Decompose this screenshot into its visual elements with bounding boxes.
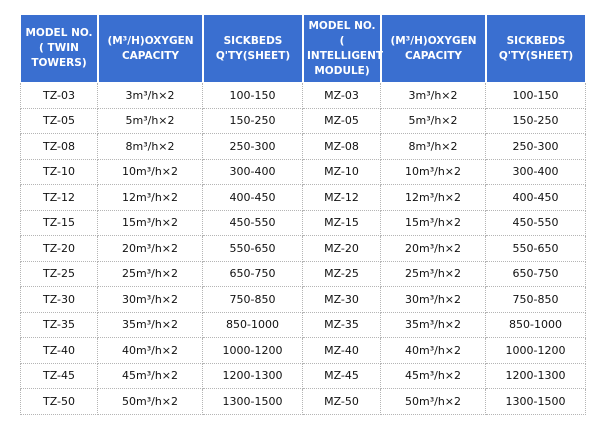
capacity-module-cell: 35m³/h×2 (381, 313, 486, 339)
table-row (20, 83, 586, 109)
model-twin-cell: TZ-20 (20, 236, 98, 262)
capacity-twin-cell: 5m³/h×2 (98, 109, 203, 135)
model-module-cell: MZ-10 (303, 160, 381, 186)
model-twin-cell: TZ-35 (20, 313, 98, 339)
model-twin-cell: TZ-03 (20, 83, 98, 109)
capacity-twin-cell: 35m³/h×2 (98, 313, 203, 339)
table-row (20, 313, 586, 339)
table-body (20, 83, 586, 415)
header-row (20, 14, 586, 83)
table-row (20, 160, 586, 186)
sickbeds-module-cell: 850-1000 (486, 313, 586, 339)
model-twin-cell: TZ-10 (20, 160, 98, 186)
sickbeds-module-cell: 150-250 (486, 109, 586, 135)
sickbeds-twin-cell: 300-400 (203, 160, 303, 186)
model-twin-cell: TZ-40 (20, 338, 98, 364)
model-twin-cell: TZ-12 (20, 185, 98, 211)
sickbeds-twin-cell: 650-750 (203, 262, 303, 288)
sickbeds-module-cell: 250-300 (486, 134, 586, 160)
header-oxygen-capacity-module: (M³/H)OXYGEN CAPACITY (381, 14, 486, 83)
header-oxygen-capacity-twin: (M³/H)OXYGEN CAPACITY (98, 14, 203, 83)
capacity-twin-cell: 15m³/h×2 (98, 211, 203, 237)
table-row (20, 236, 586, 262)
model-twin-cell: TZ-25 (20, 262, 98, 288)
header-model-twin-towers: MODEL NO. ( TWIN TOWERS) (20, 14, 98, 83)
capacity-module-cell: 30m³/h×2 (381, 287, 486, 313)
table-row (20, 338, 586, 364)
sickbeds-twin-cell: 1200-1300 (203, 364, 303, 390)
capacity-module-cell: 45m³/h×2 (381, 364, 486, 390)
model-twin-cell: TZ-45 (20, 364, 98, 390)
sickbeds-module-cell: 750-850 (486, 287, 586, 313)
model-module-cell: MZ-25 (303, 262, 381, 288)
sickbeds-twin-cell: 850-1000 (203, 313, 303, 339)
sickbeds-module-cell: 1200-1300 (486, 364, 586, 390)
capacity-module-cell: 40m³/h×2 (381, 338, 486, 364)
model-module-cell: MZ-50 (303, 389, 381, 415)
capacity-twin-cell: 40m³/h×2 (98, 338, 203, 364)
sickbeds-twin-cell: 450-550 (203, 211, 303, 237)
capacity-module-cell: 12m³/h×2 (381, 185, 486, 211)
capacity-twin-cell: 50m³/h×2 (98, 389, 203, 415)
spec-table (20, 14, 586, 415)
model-twin-cell: TZ-05 (20, 109, 98, 135)
sickbeds-module-cell: 400-450 (486, 185, 586, 211)
model-twin-cell: TZ-50 (20, 389, 98, 415)
model-module-cell: MZ-45 (303, 364, 381, 390)
model-module-cell: MZ-40 (303, 338, 381, 364)
model-module-cell: MZ-12 (303, 185, 381, 211)
header-sickbeds-twin: SICKBEDS Q'TY(SHEET) (203, 14, 303, 83)
sickbeds-twin-cell: 400-450 (203, 185, 303, 211)
sickbeds-twin-cell: 250-300 (203, 134, 303, 160)
capacity-twin-cell: 10m³/h×2 (98, 160, 203, 186)
sickbeds-module-cell: 1000-1200 (486, 338, 586, 364)
capacity-twin-cell: 3m³/h×2 (98, 83, 203, 109)
table-row (20, 211, 586, 237)
model-twin-cell: TZ-15 (20, 211, 98, 237)
capacity-module-cell: 20m³/h×2 (381, 236, 486, 262)
model-module-cell: MZ-30 (303, 287, 381, 313)
capacity-twin-cell: 20m³/h×2 (98, 236, 203, 262)
sickbeds-module-cell: 300-400 (486, 160, 586, 186)
table-row (20, 109, 586, 135)
model-module-cell: MZ-15 (303, 211, 381, 237)
capacity-twin-cell: 30m³/h×2 (98, 287, 203, 313)
header-sickbeds-module: SICKBEDS Q'TY(SHEET) (486, 14, 586, 83)
table-row (20, 389, 586, 415)
model-module-cell: MZ-03 (303, 83, 381, 109)
capacity-module-cell: 25m³/h×2 (381, 262, 486, 288)
model-module-cell: MZ-35 (303, 313, 381, 339)
capacity-module-cell: 3m³/h×2 (381, 83, 486, 109)
sickbeds-twin-cell: 100-150 (203, 83, 303, 109)
capacity-module-cell: 15m³/h×2 (381, 211, 486, 237)
sickbeds-module-cell: 450-550 (486, 211, 586, 237)
capacity-module-cell: 8m³/h×2 (381, 134, 486, 160)
sickbeds-twin-cell: 150-250 (203, 109, 303, 135)
table-row (20, 134, 586, 160)
table-row (20, 185, 586, 211)
sickbeds-twin-cell: 1300-1500 (203, 389, 303, 415)
capacity-twin-cell: 12m³/h×2 (98, 185, 203, 211)
capacity-module-cell: 50m³/h×2 (381, 389, 486, 415)
model-module-cell: MZ-08 (303, 134, 381, 160)
sickbeds-module-cell: 650-750 (486, 262, 586, 288)
capacity-twin-cell: 8m³/h×2 (98, 134, 203, 160)
model-module-cell: MZ-20 (303, 236, 381, 262)
capacity-module-cell: 5m³/h×2 (381, 109, 486, 135)
model-twin-cell: TZ-08 (20, 134, 98, 160)
table-row (20, 262, 586, 288)
sickbeds-module-cell: 100-150 (486, 83, 586, 109)
model-module-cell: MZ-05 (303, 109, 381, 135)
header-model-intelligent-module: MODEL NO. ( INTELLIGENT MODULE) (303, 14, 381, 83)
capacity-twin-cell: 25m³/h×2 (98, 262, 203, 288)
capacity-module-cell: 10m³/h×2 (381, 160, 486, 186)
table-row (20, 287, 586, 313)
sickbeds-module-cell: 550-650 (486, 236, 586, 262)
model-twin-cell: TZ-30 (20, 287, 98, 313)
sickbeds-twin-cell: 550-650 (203, 236, 303, 262)
sickbeds-module-cell: 1300-1500 (486, 389, 586, 415)
capacity-twin-cell: 45m³/h×2 (98, 364, 203, 390)
table-row (20, 364, 586, 390)
sickbeds-twin-cell: 750-850 (203, 287, 303, 313)
sickbeds-twin-cell: 1000-1200 (203, 338, 303, 364)
